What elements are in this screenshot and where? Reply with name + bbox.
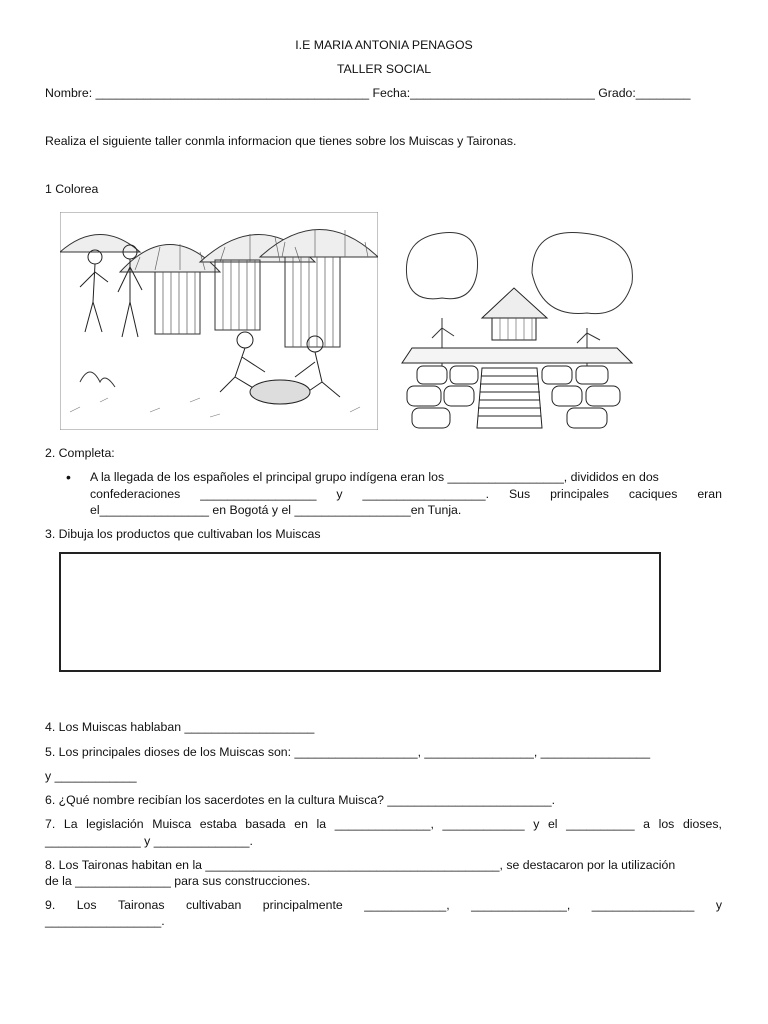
name-date-grade-line: Nombre: ________________________________________ Fecha:___________________________ Grado:________ (45, 86, 691, 100)
q2-bullet-line-2: confederaciones _________________ y __________________. Sus principales caciques eran (90, 487, 722, 501)
q5-line-2: y ____________ (45, 769, 137, 783)
q2-bullet-line-3: el________________ en Bogotá y el _________________en Tunja. (90, 503, 462, 517)
instruction-text: Realiza el siguiente taller conmla informacion que tienes sobre los Muiscas y Taironas. (45, 134, 517, 148)
worksheet-title: TALLER SOCIAL (336, 62, 432, 76)
q7-line-2: ______________ y ______________. (45, 834, 253, 848)
q2-label: 2. Completa: (45, 446, 115, 460)
q2-bullet-line-1: A la llegada de los españoles el principal grupo indígena eran los _________________, divididos en dos (90, 470, 659, 484)
q5-line-1: 5. Los principales dioses de los Muiscas son: __________________, ________________, ________________ (45, 745, 651, 759)
q9-line-2: _________________. (45, 914, 165, 928)
q4-text: 4. Los Muiscas hablaban ___________________ (45, 720, 315, 734)
drawing-box[interactable] (59, 552, 661, 672)
q8-line-1: 8. Los Taironas habitan en la ___________________________________________, se destacaron por la utilización (45, 858, 676, 872)
q7-line-1: 7. La legislación Muisca estaba basada en la ______________, ____________ y el __________ a los dioses, (45, 817, 722, 831)
muisca-village-drawing (60, 212, 378, 430)
tairona-terraces-drawing (392, 218, 642, 432)
q3-label: 3. Dibuja los productos que cultivaban los Muiscas (45, 527, 321, 541)
q6-text: 6. ¿Qué nombre recibían los sacerdotes en la cultura Muisca? ________________________. (45, 793, 555, 807)
bullet-icon: • (66, 469, 71, 485)
q8-line-2: de la ______________ para sus construcciones. (45, 874, 311, 888)
q9-line-1: 9. Los Taironas cultivaban principalmente ____________, ______________, _______________ y (45, 898, 722, 912)
school-name: I.E MARIA ANTONIA PENAGOS (295, 38, 473, 52)
q1-label: 1 Colorea (45, 182, 99, 196)
